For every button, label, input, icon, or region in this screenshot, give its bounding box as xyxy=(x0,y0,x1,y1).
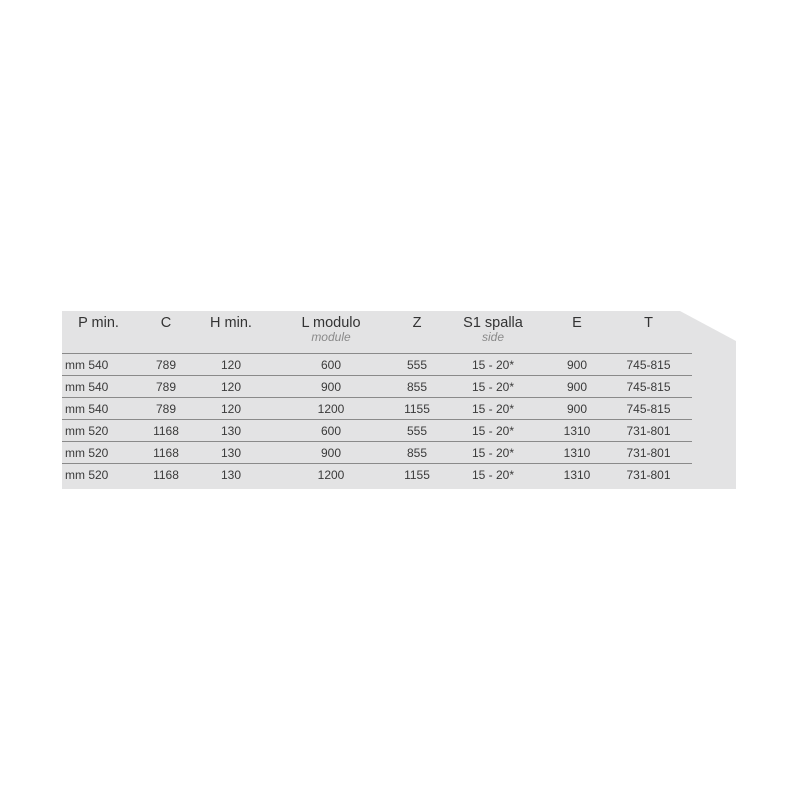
header-p-min xyxy=(62,311,135,354)
table-cell: 130 xyxy=(197,420,265,442)
table-cell: 600 xyxy=(265,420,397,442)
table-cell: 130 xyxy=(197,442,265,464)
table-cell: 900 xyxy=(265,376,397,398)
table-cell: 1155 xyxy=(397,398,437,420)
table-cell: 731-801 xyxy=(605,442,692,464)
table-cell: 1155 xyxy=(404,467,430,482)
table-row xyxy=(62,464,692,486)
table-cell: 1310 xyxy=(563,467,591,482)
table-cell: 789 xyxy=(135,398,197,420)
table-cell: 15 - 20* xyxy=(437,376,549,398)
table-cell: 15 - 20* xyxy=(437,420,549,442)
table-cell: 731-801 xyxy=(626,467,671,482)
header-s1-spalla xyxy=(437,311,549,354)
header-t xyxy=(605,311,692,354)
table-cell: 855 xyxy=(397,376,437,398)
header-label: S1 spalla xyxy=(463,315,523,331)
table-cell: 900 xyxy=(549,376,605,398)
table-cell: 789 xyxy=(135,376,197,398)
header-e xyxy=(549,311,605,354)
table-cell: 600 xyxy=(265,354,397,376)
table-cell: 900 xyxy=(549,398,605,420)
table-cell: 130 xyxy=(220,467,242,482)
header-label: L modulo xyxy=(301,315,361,331)
header-label: C xyxy=(160,315,172,331)
table-cell: 120 xyxy=(197,398,265,420)
table-cell: 745-815 xyxy=(605,398,692,420)
table-cell: 1168 xyxy=(135,442,197,464)
header-c xyxy=(135,311,197,354)
table-cell: 1310 xyxy=(549,442,605,464)
table-cell: mm 520 xyxy=(62,420,135,442)
table-cell: 1168 xyxy=(153,467,179,482)
table-row xyxy=(62,376,692,398)
table-cell: 745-815 xyxy=(605,376,692,398)
table-row xyxy=(62,354,692,376)
dimensions-table xyxy=(62,311,692,485)
table-cell: 15 - 20* xyxy=(471,467,515,482)
table-cell: 120 xyxy=(197,354,265,376)
table-row xyxy=(62,442,692,464)
table-cell: 15 - 20* xyxy=(437,398,549,420)
table-cell: 789 xyxy=(135,354,197,376)
table-cell: 555 xyxy=(397,420,437,442)
table-cell: 555 xyxy=(397,354,437,376)
header-h-min xyxy=(197,311,265,354)
header-label: P min. xyxy=(78,315,119,331)
header-sublabel: side xyxy=(481,330,504,344)
table-cell: 1200 xyxy=(265,398,397,420)
header-sublabel: module xyxy=(311,330,351,344)
table-cell: mm 520 xyxy=(62,442,135,464)
header-label: H min. xyxy=(210,315,252,331)
table-cell: 15 - 20* xyxy=(437,442,549,464)
table-cell: 1200 xyxy=(317,467,345,482)
table-cell: 745-815 xyxy=(605,354,692,376)
table-cell: mm 520 xyxy=(65,467,109,482)
header-label: Z xyxy=(412,315,422,331)
table-cell: 1310 xyxy=(549,420,605,442)
table-row xyxy=(62,398,692,420)
table-row xyxy=(62,420,692,442)
table-cell: 731-801 xyxy=(605,420,692,442)
table-cell: 855 xyxy=(397,442,437,464)
table-header-row xyxy=(62,311,692,354)
table-cell: mm 540 xyxy=(62,398,135,420)
table-cell: 900 xyxy=(265,442,397,464)
table-cell: 900 xyxy=(549,354,605,376)
header-label: T xyxy=(644,315,653,331)
header-label: E xyxy=(572,315,582,331)
table-cell: mm 540 xyxy=(62,376,135,398)
header-l-modulo xyxy=(265,311,397,354)
table-cell: mm 540 xyxy=(62,354,135,376)
table-cell: 1168 xyxy=(135,420,197,442)
header-z xyxy=(397,311,437,354)
table-cell: 120 xyxy=(197,376,265,398)
table-cell: 15 - 20* xyxy=(437,354,549,376)
